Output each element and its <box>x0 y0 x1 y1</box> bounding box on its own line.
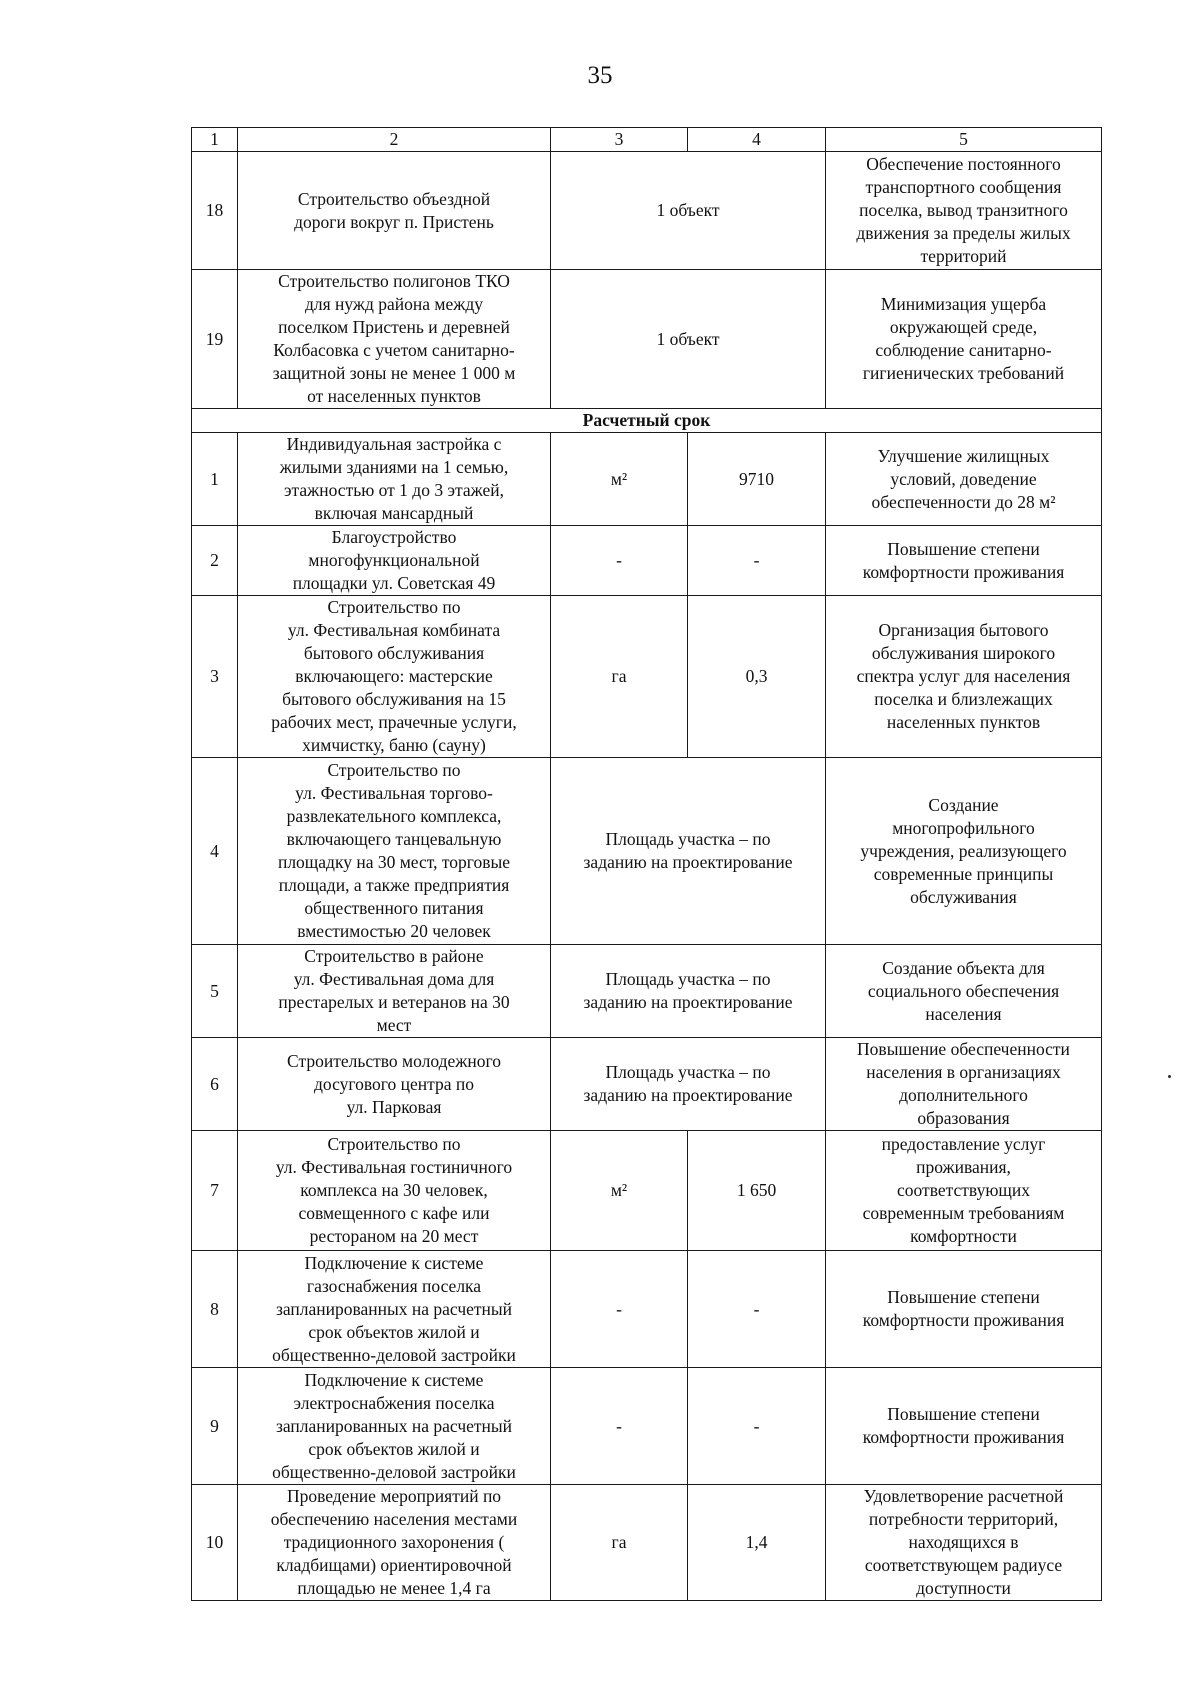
table-row <box>192 1131 1102 1251</box>
measure-result: Повышение степени комфортности проживания <box>826 1368 1102 1485</box>
measure-name: Индивидуальная застройка с жилыми зданиями на 1 семью, этажностью от 1 до 3 этажей, включая мансардный <box>238 433 551 526</box>
table-row <box>192 270 1102 409</box>
table-row <box>192 1251 1102 1368</box>
measure-result: Создание объекта для социального обеспечения населения <box>826 945 1102 1038</box>
row-number: 3 <box>192 596 238 758</box>
table-row <box>192 526 1102 596</box>
merged-amount: Площадь участка – по заданию на проектирование <box>551 758 826 945</box>
measure-name: Проведение мероприятий по обеспечению населения местами традиционного захоронения ( кладбищами) ориентировочной площадью не менее 1,4 га <box>238 1485 551 1601</box>
table-row <box>192 433 1102 526</box>
measure-name: Строительство по ул. Фестивальная гостиничного комплекса на 30 человек, совмещенного с кафе или рестораном на 20 мест <box>238 1131 551 1251</box>
table-row <box>192 945 1102 1038</box>
measure-unit: - <box>551 1251 688 1368</box>
header-col-1: 1 <box>192 128 238 152</box>
measure-value: 1,4 <box>688 1485 826 1601</box>
header-col-5: 5 <box>826 128 1102 152</box>
measure-value: 0,3 <box>688 596 826 758</box>
merged-amount: 1 объект <box>551 152 826 270</box>
measure-name: Строительство по ул. Фестивальная торгово- развлекательного комплекса, включающего танцевальную площадку на 30 мест, торговые площади, а также предприятия общественного питания вместимостью 20 человек <box>238 758 551 945</box>
measure-result: Повышение обеспеченности населения в организациях дополнительного образования <box>826 1038 1102 1131</box>
table-header-row <box>192 128 1102 152</box>
measure-result: Обеспечение постоянного транспортного сообщения поселка, вывод транзитного движения за пределы жилых территорий <box>826 152 1102 270</box>
measure-result: Повышение степени комфортности проживания <box>826 526 1102 596</box>
measure-value: - <box>688 1251 826 1368</box>
measure-result: предоставление услуг проживания, соответствующих современным требованиям комфортности <box>826 1131 1102 1251</box>
table-row <box>192 596 1102 758</box>
measures-table <box>191 127 1102 1601</box>
row-number: 18 <box>192 152 238 270</box>
table-row <box>192 1485 1102 1601</box>
measure-value: 1 650 <box>688 1131 826 1251</box>
row-number: 5 <box>192 945 238 1038</box>
measure-name: Строительство объездной дороги вокруг п. Пристень <box>238 152 551 270</box>
measure-name: Подключение к системе газоснабжения поселка запланированных на расчетный срок объектов жилой и общественно-деловой застройки <box>238 1251 551 1368</box>
row-number: 9 <box>192 1368 238 1485</box>
row-number: 8 <box>192 1251 238 1368</box>
measure-value: - <box>688 1368 826 1485</box>
measure-name: Подключение к системе электроснабжения поселка запланированных на расчетный срок объектов жилой и общественно-деловой застройки <box>238 1368 551 1485</box>
section-title: Расчетный срок <box>192 409 1102 433</box>
page-number: 35 <box>587 62 613 89</box>
merged-amount: Площадь участка – по заданию на проектирование <box>551 945 826 1038</box>
measure-unit: га <box>551 596 688 758</box>
measure-name: Строительство полигонов ТКО для нужд района между поселком Пристень и деревней Колбасовка с учетом санитарно- защитной зоны не менее 1 000 м от населенных пунктов <box>238 270 551 409</box>
measure-unit: м² <box>551 433 688 526</box>
table-row <box>192 758 1102 945</box>
merged-amount: Площадь участка – по заданию на проектирование <box>551 1038 826 1131</box>
measure-result: Создание многопрофильного учреждения, реализующего современные принципы обслуживания <box>826 758 1102 945</box>
measure-result: Организация бытового обслуживания широкого спектра услуг для населения поселка и близлежащих населенных пунктов <box>826 596 1102 758</box>
table-row <box>192 1038 1102 1131</box>
measure-unit: га <box>551 1485 688 1601</box>
measure-name: Строительство молодежного досугового центра по ул. Парковая <box>238 1038 551 1131</box>
row-number: 4 <box>192 758 238 945</box>
measure-value: - <box>688 526 826 596</box>
row-number: 19 <box>192 270 238 409</box>
measure-name: Благоустройство многофункциональной площадки ул. Советская 49 <box>238 526 551 596</box>
measure-result: Удовлетворение расчетной потребности территорий, находящихся в соответствующем радиусе доступности <box>826 1485 1102 1601</box>
section-row <box>192 409 1102 433</box>
scan-speck <box>1168 1075 1171 1078</box>
table-row <box>192 1368 1102 1485</box>
row-number: 7 <box>192 1131 238 1251</box>
measure-result: Минимизация ущерба окружающей среде, соблюдение санитарно- гигиенических требований <box>826 270 1102 409</box>
row-number: 2 <box>192 526 238 596</box>
row-number: 10 <box>192 1485 238 1601</box>
header-col-2: 2 <box>238 128 551 152</box>
row-number: 6 <box>192 1038 238 1131</box>
measure-name: Строительство в районе ул. Фестивальная дома для престарелых и ветеранов на 30 мест <box>238 945 551 1038</box>
measure-value: 9710 <box>688 433 826 526</box>
measure-unit: - <box>551 1368 688 1485</box>
measure-result: Повышение степени комфортности проживания <box>826 1251 1102 1368</box>
header-col-3: 3 <box>551 128 688 152</box>
merged-amount: 1 объект <box>551 270 826 409</box>
header-col-4: 4 <box>688 128 826 152</box>
row-number: 1 <box>192 433 238 526</box>
table-row <box>192 152 1102 270</box>
measure-name: Строительство по ул. Фестивальная комбината бытового обслуживания включающего: мастерские бытового обслуживания на 15 рабочих мест, прачечные услуги, химчистку, баню (сауну) <box>238 596 551 758</box>
measure-unit: - <box>551 526 688 596</box>
measure-unit: м² <box>551 1131 688 1251</box>
measure-result: Улучшение жилищных условий, доведение обеспеченности до 28 м² <box>826 433 1102 526</box>
